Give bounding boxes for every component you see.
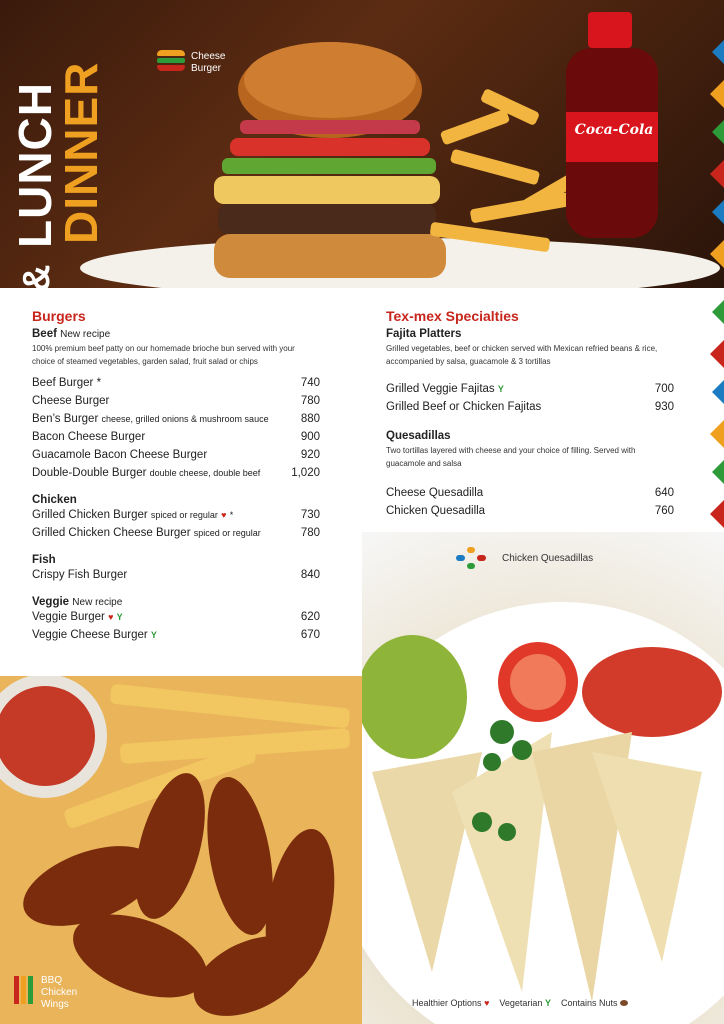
item-name: Veggie Burger: [32, 611, 105, 623]
burger-illustration: [0, 0, 724, 288]
burgers-heading: Burgers: [32, 308, 86, 324]
menu-item-cheese-burger: [32, 392, 320, 410]
item-name: Crispy Fish Burger: [32, 569, 128, 581]
legend-healthier-label: Healthier Options: [412, 998, 482, 1008]
hero-burger-photo: [0, 0, 724, 288]
healthier-heart-icon: ♥: [108, 612, 114, 622]
menu-item-veggie-cheese-burger: [32, 626, 320, 644]
item-detail: spiced or regular: [150, 510, 218, 520]
wings-photo: [0, 676, 362, 1024]
menu-item-double-double-burger: [32, 464, 320, 482]
item-price: 700: [654, 383, 674, 395]
item-price: 620: [300, 611, 320, 623]
burger-caption-icon: [157, 50, 185, 74]
title-ampersand: &: [16, 263, 58, 292]
item-name: Grilled Veggie Fajitas: [386, 383, 495, 395]
menu-item-chicken-quesadilla: [386, 502, 674, 520]
burger-caption: Cheese Burger: [191, 51, 226, 74]
legend-vegetarian: [499, 998, 551, 1008]
item-price: 880: [300, 413, 320, 425]
title-dinner: DINNER: [55, 61, 107, 244]
vegetarian-icon: Y: [497, 384, 504, 394]
soda-label: Coca-Cola: [574, 122, 654, 138]
item-name: Grilled Chicken Burger: [32, 509, 148, 521]
menu-item-beef-chicken-fajitas: [386, 398, 674, 416]
item-price: 900: [300, 431, 320, 443]
wings-illustration: [0, 676, 362, 1024]
item-price: 670: [300, 629, 320, 641]
item-name: Grilled Chicken Cheese Burger: [32, 527, 191, 539]
quesadillas-heading: Quesadillas: [386, 430, 451, 442]
vegetarian-icon: Y: [116, 612, 123, 622]
nut-icon: [620, 1000, 628, 1006]
quesadilla-illustration: [362, 532, 724, 1024]
beef-heading: [32, 328, 320, 340]
legend-healthier: [412, 998, 489, 1008]
legend-nuts: [561, 998, 628, 1008]
item-price: 920: [300, 449, 320, 461]
item-price: 640: [654, 487, 674, 499]
item-price: 840: [300, 569, 320, 581]
item-price: 780: [300, 395, 320, 407]
item-price: 740: [300, 377, 320, 389]
fajitas-description: Grilled vegetables, beef or chicken served with Mexican refried beans & rice, accompanied by salsa, guacamole & 3 tortillas: [386, 344, 658, 366]
legend-nuts-label: Contains Nuts: [560, 998, 618, 1008]
item-detail: cheese, grilled onions & mushroom sauce: [101, 414, 269, 424]
quesadilla-caption-icon: [456, 547, 486, 569]
item-price: 780: [300, 527, 320, 539]
item-name: Cheese Burger: [32, 395, 110, 407]
veggie-subtitle: New recipe: [72, 597, 123, 608]
item-name: Cheese Quesadilla: [386, 487, 484, 499]
item-name: Guacamole Bacon Cheese Burger: [32, 449, 208, 461]
item-name: Bacon Cheese Burger: [32, 431, 146, 443]
quesadillas-description: Two tortillas layered with cheese and your choice of filling. Served with guacamole and salsa: [386, 446, 636, 468]
menu-item-bacon-cheese-burger: [32, 428, 320, 446]
menu-item-grilled-chicken-burger: [32, 506, 320, 524]
item-name: Beef Burger *: [32, 377, 102, 389]
healthier-heart-icon: ♥: [221, 510, 227, 520]
item-detail: double cheese, double beef: [149, 468, 261, 478]
item-name: Veggie Cheese Burger: [32, 629, 148, 641]
wings-caption-icon: [14, 976, 36, 1004]
menu-item-beef-burger: [32, 374, 320, 392]
menu-item-grilled-chicken-cheese-burger: [32, 524, 320, 542]
item-name: Grilled Beef or Chicken Fajitas: [386, 401, 542, 413]
asterisk-mark: *: [229, 510, 234, 520]
heart-icon: ♥: [484, 998, 490, 1008]
burgers-section: [32, 308, 320, 644]
beef-title: Beef: [32, 328, 57, 340]
item-price: 930: [654, 401, 674, 413]
item-detail: spiced or regular: [193, 528, 261, 538]
item-price: 1,020: [291, 467, 320, 479]
title-lunch: LUNCH: [9, 82, 61, 248]
beef-subtitle: New recipe: [60, 329, 111, 340]
item-price: 730: [300, 509, 320, 521]
chicken-heading: Chicken: [32, 494, 77, 506]
item-name: Double-Double Burger: [32, 467, 147, 479]
menu-item-guacamole-bacon-cheese-burger: [32, 446, 320, 464]
beef-description: 100% premium beef patty on our homemade brioche bun served with your choice of steamed vegetables, garden salad, fruit salad or chips: [32, 344, 295, 366]
legend: [412, 998, 628, 1008]
vegetarian-icon: Y: [150, 630, 157, 640]
texmex-heading: Tex-mex Specialties: [386, 308, 519, 324]
item-price: 760: [654, 505, 674, 517]
fajitas-heading: Fajita Platters: [386, 328, 462, 340]
wings-caption: BBQ Chicken Wings: [41, 975, 78, 1010]
veggie-title: Veggie: [32, 596, 70, 608]
quesadilla-caption: Chicken Quesadillas: [502, 553, 594, 564]
menu-item-crispy-fish-burger: [32, 566, 320, 584]
menu-item-bens-burger: [32, 410, 320, 428]
vegetarian-icon: Y: [544, 998, 551, 1008]
quesadilla-photo: [362, 532, 724, 1024]
legend-vegetarian-label: Vegetarian: [499, 998, 543, 1008]
fish-heading: Fish: [32, 554, 56, 566]
menu-item-grilled-veggie-fajitas: [386, 380, 674, 398]
veggie-heading: [32, 596, 320, 608]
menu-item-cheese-quesadilla: [386, 484, 674, 502]
texmex-section: [386, 308, 674, 520]
item-name: Ben’s Burger: [32, 413, 99, 425]
item-name: Chicken Quesadilla: [386, 505, 486, 517]
menu-item-veggie-burger: [32, 608, 320, 626]
